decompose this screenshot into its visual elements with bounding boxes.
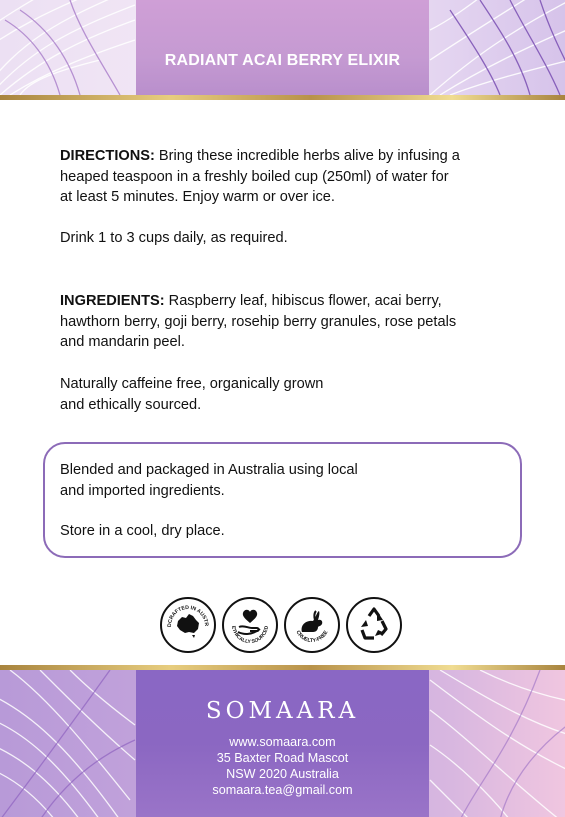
gold-divider-top (0, 95, 565, 100)
badge-1-text: DCRAFTED IN AUSTR (166, 604, 210, 628)
directions-line-2: heaped teaspoon in a freshly boiled cup (250ml) of water for (60, 168, 449, 185)
recycle-icon (348, 599, 400, 651)
address-line-1: 35 Baxter Road Mascot (216, 751, 349, 765)
address-line-2: NSW 2020 Australia (226, 767, 339, 781)
ingredients-text (60, 291, 456, 353)
badge-2-text: ETHICALLY SOURCED (229, 625, 271, 646)
header-title-panel (136, 0, 429, 95)
ingredients-line-3: and mandarin peel. (60, 334, 185, 350)
directions-text (60, 146, 460, 208)
recyclable-badge (346, 597, 402, 653)
ingredients-line-2: hawthorn berry, goji berry, rosehip berry granules, rose petals (60, 313, 457, 330)
heart-hand-icon (224, 599, 276, 651)
website-link[interactable]: www.somaara.com (229, 735, 336, 749)
dosage-text: Drink 1 to 3 cups daily, as required. (60, 230, 288, 246)
ingredients-label: INGREDIENTS: (60, 293, 165, 309)
header-banner (0, 0, 565, 95)
handcrafted-in-australia-badge (160, 597, 216, 653)
ingredients-line-1: Raspberry leaf, hibiscus flower, acai berry, (164, 293, 442, 309)
australia-map-icon (162, 599, 214, 651)
storage-text: Store in a cool, dry place. (60, 523, 225, 539)
email-link[interactable]: somaara.tea@gmail.com (212, 783, 353, 797)
cruelty-free-badge (284, 597, 340, 653)
sourcing-text (60, 374, 323, 415)
brand-logo: SOMAARA (205, 698, 360, 724)
rabbit-icon (286, 599, 338, 651)
footer-banner (0, 670, 565, 817)
directions-line-1: Bring these incredible herbs alive by infusing a (154, 148, 460, 164)
sourcing-line-2: and ethically sourced. (60, 396, 202, 413)
ethically-sourced-badge (222, 597, 278, 653)
origin-line-1: Blended and packaged in Australia using local (60, 462, 358, 478)
origin-text (60, 460, 358, 501)
directions-label: DIRECTIONS: (60, 148, 155, 164)
directions-line-3: at least 5 minutes. Enjoy warm or over ice. (60, 189, 335, 205)
sourcing-line-1: Naturally caffeine free, organically grown (60, 376, 324, 392)
origin-line-2: and imported ingredients. (60, 482, 225, 499)
product-title: RADIANT ACAI BERRY ELIXIR (164, 52, 401, 69)
badge-3-text: CRUELTY-FREE (294, 629, 330, 645)
